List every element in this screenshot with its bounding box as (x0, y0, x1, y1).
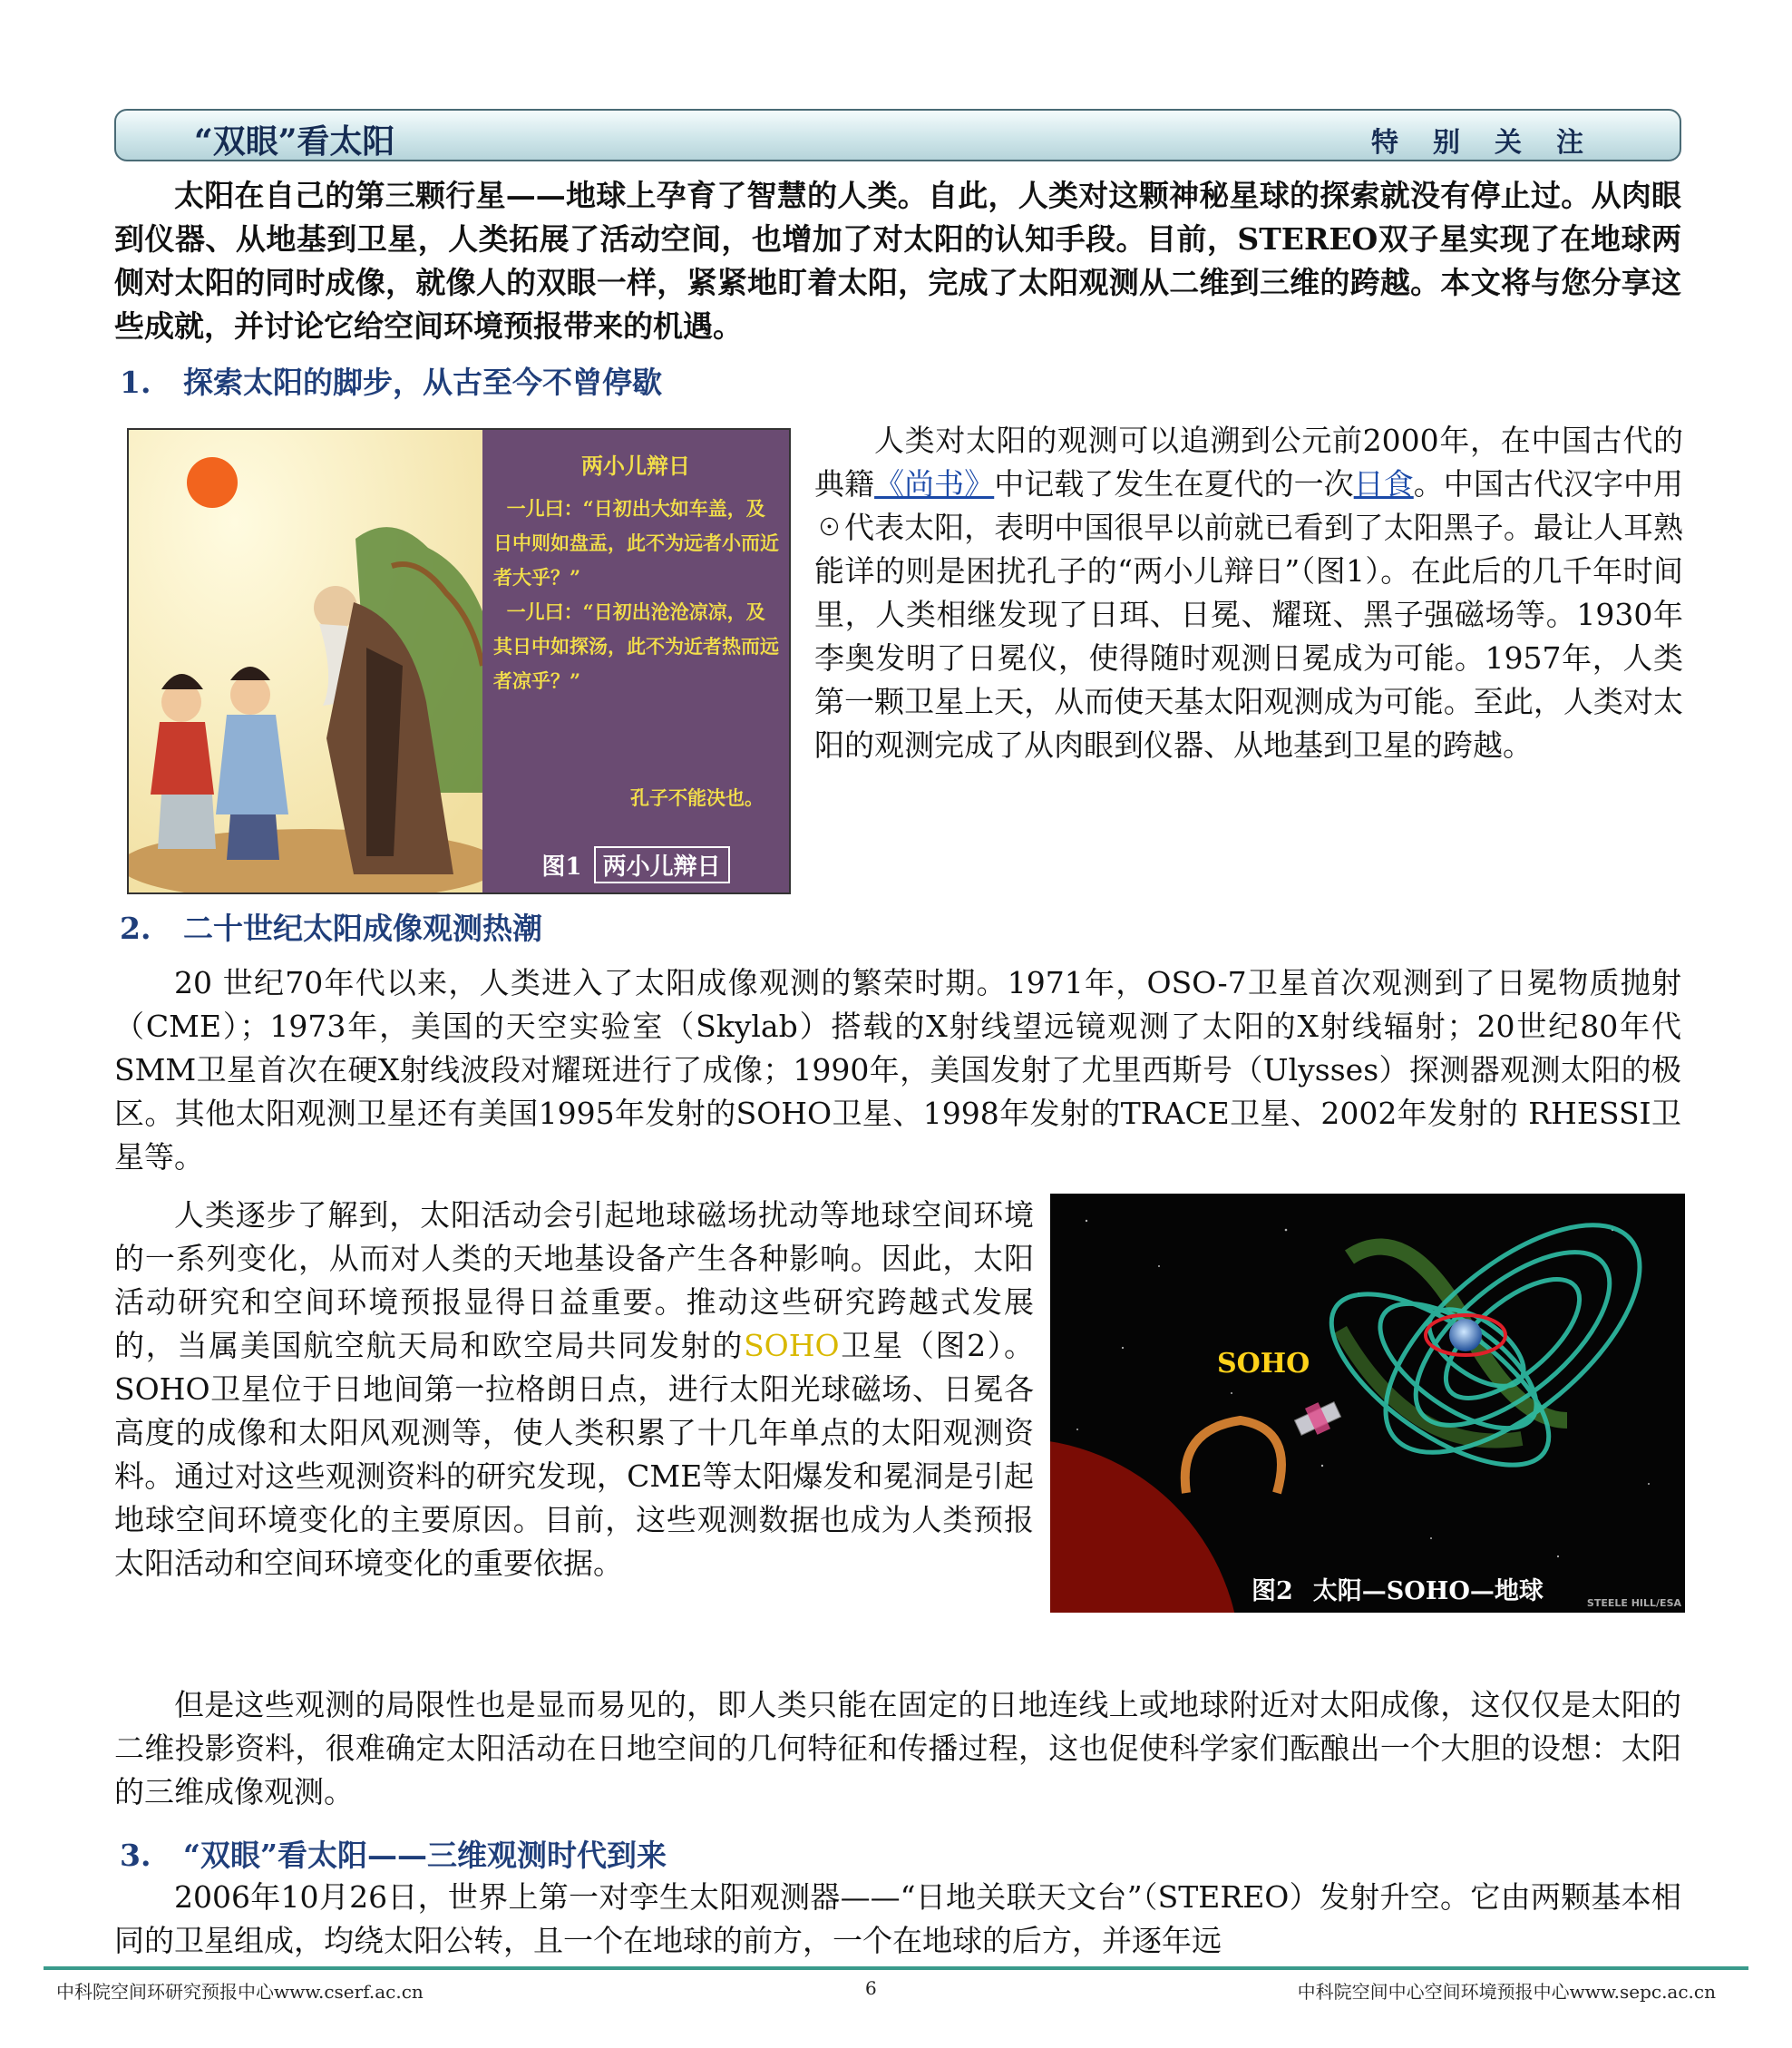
link-shangshu[interactable]: 《尚书》 (874, 466, 995, 502)
two-children-debate-illustration (129, 430, 482, 892)
section1-heading (120, 363, 662, 403)
section2-title: 二十世纪太阳成像观测热潮 (183, 911, 542, 946)
section3-paragraph: 2006年10月26日，世界上第一对孪生太阳观测器——“日地关联天文台”（STEREO）发射升空。它由两颗基本相同的卫星组成，均绕太阳公转，且一个在地球的前方，一个在地球的后方，并逐年远 (114, 1879, 1681, 1958)
intro-paragraph: 太阳在自己的第三颗行星——地球上孕育了智慧的人类。自此，人类对这颗神秘星球的探索就没有停止过。从肉眼到仪器、从地基到卫星，人类拓展了活动空间，也增加了对太阳的认知手段。目前，STEREO双子星实现了在地球两侧对太阳的同时成像，就像人的双眼一样，紧紧地盯着太阳，完成了太阳观测从二维到三维的跨越。本文将与您分享这些成就，并讨论它给空间环境预报带来的机遇。 (114, 178, 1681, 344)
poem-title: 两小儿辩日 (581, 453, 690, 479)
footer-left-text: 中科院空间环研究预报中心www.cserf.ac.cn (56, 1981, 424, 2003)
soho-highlight: SOHO (744, 1328, 840, 1363)
section3-title: “双眼”看太阳——三维观测时代到来 (183, 1838, 667, 1873)
figure1-illustration (127, 428, 791, 894)
figure1-caption-text: 两小儿辩日 (594, 846, 730, 883)
section2-number: 2. (120, 911, 151, 946)
footer-right-text: 中科院空间中心空间环境预报中心www.sepc.ac.cn (1297, 1981, 1716, 2003)
section2-paragraph-3: 但是这些观测的局限性也是显而易见的，即人类只能在固定的日地连线上或地球附近对太阳成像，这仅仅是太阳的二维投影资料，很难确定太阳活动在日地空间的几何特征和传播过程，这也促使科学家们酝酿出一个大胆的设想：太阳的三维成像观测。 (114, 1687, 1681, 1809)
page-number: 6 (865, 1977, 877, 1999)
section2-paragraph-1: 20 世纪70年代以来，人类进入了太阳成像观测的繁荣时期。1971年，OSO-7卫星首次观测到了日冕物质抛射（CME）；1973年，美国的天空实验室（Skylab）搭载的X射线望远镜观测了太阳的X射线辐射；20世纪80年代SMM卫星首次在硬X射线波段对耀斑进行了成像；1990年，美国发射了尤里西斯号（Ulysses）探测器观测太阳的极区。其他太阳观测卫星还有美国1995年发射的SOHO卫星、1998年发射的TRACE卫星、2002年发射的 RHESSI卫星等。 (114, 965, 1681, 1175)
link-solar-eclipse[interactable]: 日食 (1353, 466, 1414, 502)
section2-heading (120, 909, 542, 949)
figure2-caption-tag: 图2 (1251, 1577, 1293, 1605)
section1-text-b: 中记载了发生在夏代的一次 (994, 466, 1354, 502)
section1-text-c: 。中国古代汉字中用☉代表太阳，表明中国很早以前就已看到了太阳黑子。最让人耳熟能详的则是困扰孔子的“两小儿辩日”（图1）。在此后的几千年时间里，人类相继发现了日珥、日冕、耀斑、黑子强磁场等。1930年李奥发明了日冕仪，使得随时观测日冕成为可能。1957年，人类第一颗卫星上天，从而使天基太阳观测成为可能。至此，人类对太阳的观测完成了从肉眼到仪器、从地基到卫星的跨越。 (814, 466, 1684, 763)
figure2-caption-text: 太阳—SOHO—地球 (1312, 1577, 1544, 1605)
section1-text-a: 人类对太阳的观测可以追溯到公元前2000年，在中国古代的典籍 (814, 423, 1683, 502)
soho-satellite-label: SOHO (1217, 1348, 1310, 1380)
section2-paragraph-2 (114, 1194, 1034, 1585)
page-title: “双眼”看太阳 (194, 122, 395, 161)
section3-heading (120, 1836, 667, 1876)
section3-number: 3. (120, 1838, 151, 1873)
poem-text: 一儿曰：“日初出大如车盖，及日中则如盘盂，此不为远者小而近者大乎？” 一儿曰：“日初出沧沧凉凉，及其日中如探汤，此不为近者热而远者凉乎？” (493, 497, 779, 692)
poem-panel (482, 430, 789, 892)
figure2-caption (1251, 1571, 1544, 1606)
figure2-credit: STEELE HILL/ESA (1586, 1597, 1681, 1609)
section2-text-b: 卫星（图2）。SOHO卫星位于日地间第一拉格朗日点，进行太阳光球磁场、日冕各高度的成像和太阳风观测等，使人类积累了十几年单点的太阳观测资料。通过对这些观测资料的研究发现，CME等太阳爆发和冕洞是引起地球空间环境变化的主要原因。目前，这些观测数据也成为人类预报太阳活动和空间环境变化的重要依据。 (114, 1328, 1034, 1581)
sun-soho-earth-illustration (1050, 1194, 1685, 1613)
header-bar (114, 109, 1681, 161)
section1-number: 1. (120, 365, 151, 400)
section2-text-a: 人类逐步了解到，太阳活动会引起地球磁场扰动等地球空间环境的一系列变化，从而对人类的天地基设备产生各种影响。因此，太阳活动研究和空间环境预报显得日益重要。推动这些研究跨越式发展的，当属美国航空航天局和欧空局共同发射的 (114, 1197, 1034, 1363)
section1-paragraph (814, 419, 1683, 767)
poem-conclusion: 孔子不能决也。 (630, 786, 764, 809)
figure1-caption-tag: 图1 (541, 853, 582, 881)
section1-title: 探索太阳的脚步，从古至今不曾停歇 (183, 365, 662, 400)
section-tag: 特别关注 (1371, 127, 1618, 159)
figure2-illustration (1050, 1194, 1685, 1613)
footer-rule (44, 1966, 1748, 1970)
figure1-caption (482, 846, 789, 883)
